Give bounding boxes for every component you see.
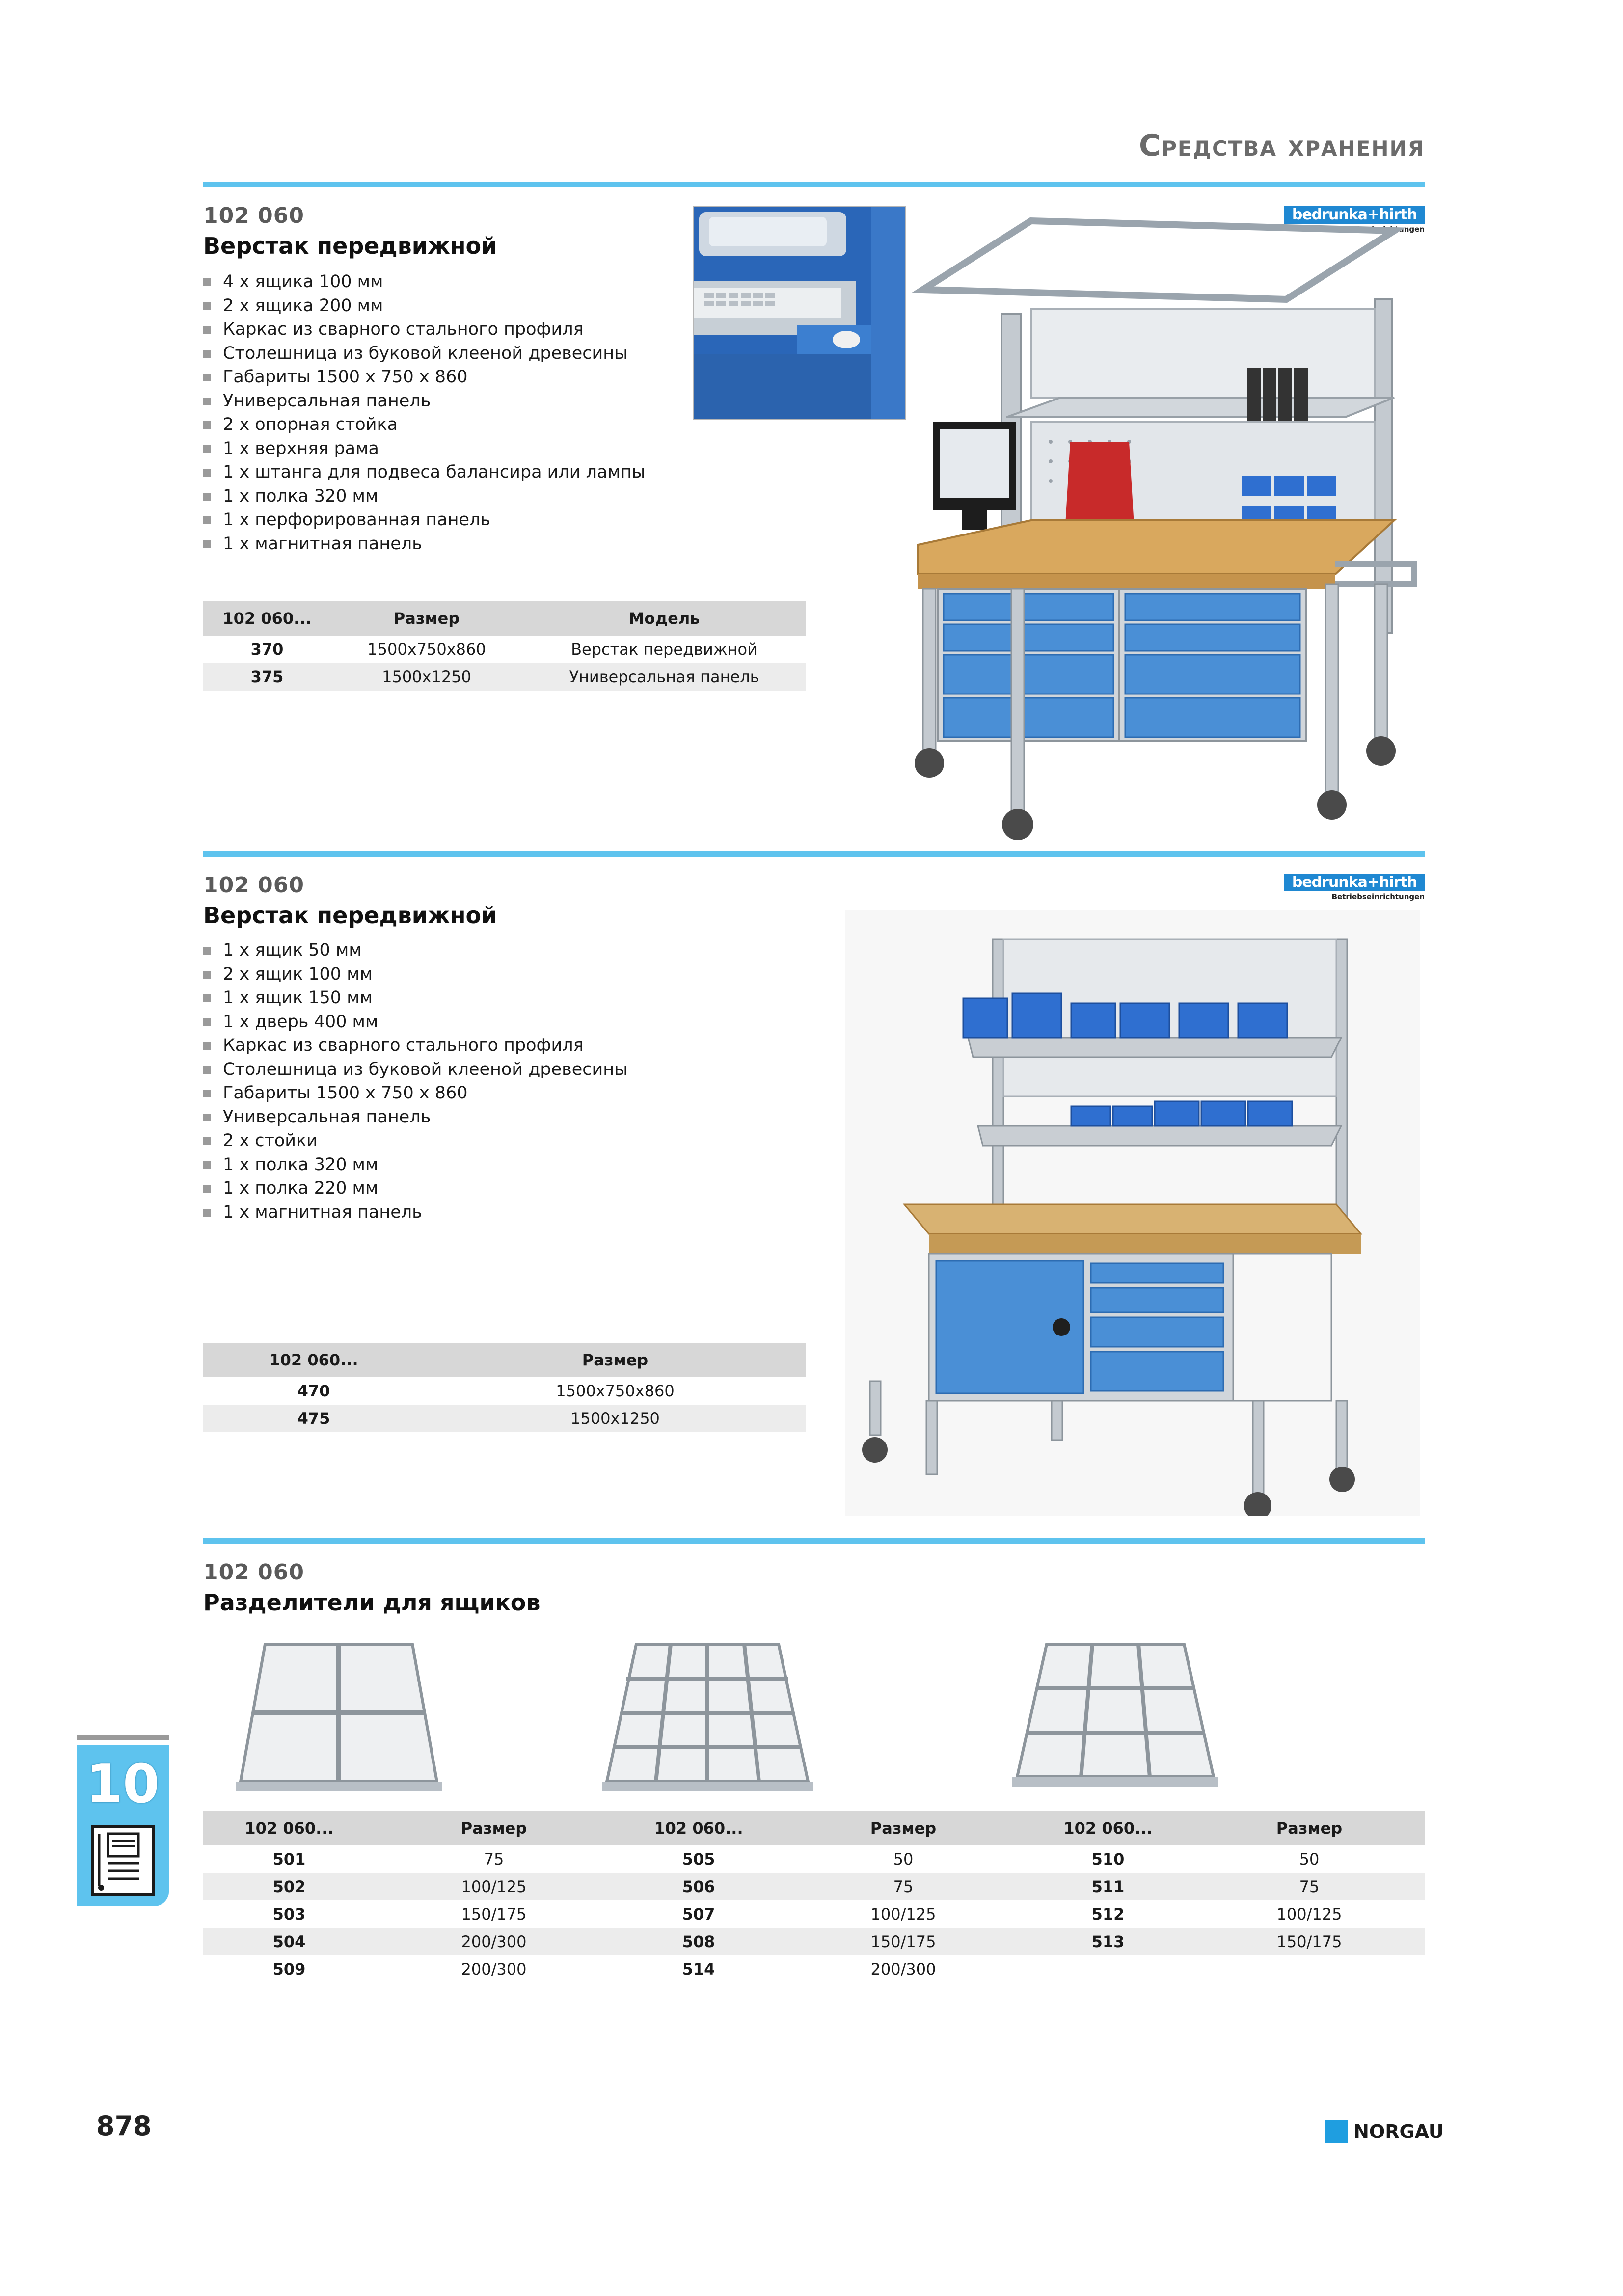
- norgau-logo: [1325, 2120, 1444, 2144]
- chapter-tab-topline: [77, 1735, 169, 1740]
- product-code: 102 060: [203, 1560, 305, 1585]
- cell-code: 510: [1091, 1850, 1125, 1869]
- norgau-logo-text: NORGAU: [1353, 2121, 1444, 2142]
- cell-size: 150/175: [1194, 1928, 1425, 1955]
- feature-text: Столешница из буковой клееной древесины: [223, 1059, 628, 1079]
- divider-2: [203, 851, 1425, 857]
- feature-item: [203, 1105, 628, 1129]
- mobile-workbench-image: [903, 211, 1425, 844]
- cell-size: 100/125: [870, 1905, 936, 1923]
- cell-code: 507: [682, 1905, 715, 1923]
- cell-size: 100/125: [375, 1873, 613, 1900]
- drawer-divider-image-9: [1012, 1639, 1218, 1787]
- product-code: 102 060: [203, 873, 305, 898]
- feature-item: [203, 318, 645, 342]
- feature-item: [203, 484, 645, 508]
- page-number: 878: [96, 2110, 152, 2141]
- feature-text: 4 x ящика 100 мм: [223, 272, 383, 292]
- cell-size: 75: [484, 1850, 504, 1869]
- bullet-icon: [203, 947, 211, 955]
- col-header-size: Размер: [1194, 1811, 1425, 1845]
- cell-size: [1194, 1955, 1425, 1983]
- col-header-code: 102 060...: [203, 1811, 375, 1845]
- drawer-divider-image-4: [236, 1639, 442, 1791]
- bullet-icon: [203, 302, 211, 310]
- cell-code: 503: [272, 1905, 306, 1923]
- bullet-icon: [203, 994, 211, 1002]
- table-row: [203, 663, 806, 691]
- feature-text: 1 x ящик 50 мм: [223, 940, 362, 960]
- bullet-icon: [203, 540, 211, 548]
- spec-table-2: [203, 1343, 806, 1432]
- col-header-code: 102 060...: [1022, 1811, 1194, 1845]
- table-row: [203, 636, 806, 663]
- cell-size: 75: [784, 1873, 1022, 1900]
- cell-code: 370: [250, 640, 284, 659]
- cell-size: 150/175: [784, 1928, 1022, 1955]
- brand-logo-name: bedrunka+hirth: [1284, 874, 1425, 891]
- cell-code: 508: [613, 1928, 784, 1955]
- feature-item: [203, 460, 645, 484]
- cell-size: 200/300: [375, 1928, 613, 1955]
- bullet-icon: [203, 1090, 211, 1097]
- product-title: Верстак передвижной: [203, 233, 497, 259]
- feature-list: [203, 270, 645, 556]
- cell-size: 50: [893, 1850, 914, 1869]
- table-row: [203, 1377, 806, 1405]
- feature-item: [203, 389, 645, 413]
- feature-text: 1 x перфорированная панель: [223, 510, 491, 530]
- cabinet-icon: [88, 1824, 157, 1897]
- bullet-icon: [203, 1209, 211, 1217]
- cell-size: 1500x750x860: [367, 640, 486, 659]
- spec-table-1: [203, 601, 806, 691]
- cell-code: 475: [203, 1405, 424, 1432]
- table-row: [203, 1955, 1425, 1983]
- feature-item: [203, 1176, 628, 1201]
- cell-code: 504: [203, 1928, 375, 1955]
- bullet-icon: [203, 445, 211, 453]
- feature-text: 1 x дверь 400 мм: [223, 1012, 379, 1032]
- feature-item: [203, 365, 645, 389]
- cell-code: 514: [682, 1960, 715, 1978]
- col-header-model: Модель: [522, 601, 806, 636]
- cell-size: 1500x1250: [331, 663, 522, 691]
- col-header-code: 102 060...: [613, 1811, 784, 1845]
- feature-text: 2 x ящика 200 мм: [223, 295, 383, 316]
- brand-logo-name: bedrunka+hirth: [1284, 206, 1425, 224]
- bullet-icon: [203, 516, 211, 524]
- chapter-number: 10: [85, 1754, 160, 1815]
- cell-code: [1022, 1955, 1194, 1983]
- table-row: [203, 1873, 1425, 1900]
- bullet-icon: [203, 1066, 211, 1074]
- bullet-icon: [203, 1042, 211, 1050]
- feature-item: [203, 986, 628, 1010]
- cell-code: 505: [682, 1850, 715, 1869]
- product-title: Верстак передвижной: [203, 902, 497, 929]
- cell-model: Верстак передвижной: [571, 640, 757, 659]
- feature-item: [203, 1129, 628, 1153]
- drawer-divider-image-12: [602, 1639, 813, 1791]
- feature-item: [203, 1058, 628, 1082]
- spec-table-3: [203, 1811, 1425, 1983]
- feature-text: 1 x полка 320 мм: [223, 1154, 379, 1175]
- cell-code: 509: [272, 1960, 306, 1978]
- table-row: [203, 1900, 1425, 1928]
- mobile-workbench-cabinet-image: [845, 910, 1420, 1516]
- cell-code: 511: [1022, 1873, 1194, 1900]
- feature-item: [203, 1153, 628, 1177]
- feature-item: [203, 1034, 628, 1058]
- bullet-icon: [203, 1137, 211, 1145]
- feature-item: [203, 1201, 628, 1225]
- brand-logo-sub: Betriebseinrichtungen: [1331, 892, 1425, 901]
- feature-item: [203, 1010, 628, 1034]
- feature-item: [203, 437, 645, 461]
- bullet-icon: [203, 1161, 211, 1169]
- bullet-icon: [203, 398, 211, 405]
- chapter-tab: [77, 1735, 169, 1906]
- feature-text: 1 x магнитная панель: [223, 1202, 422, 1222]
- col-header-code: 102 060...: [203, 1343, 424, 1377]
- feature-text: 1 x полка 320 мм: [223, 486, 379, 506]
- cell-size: 100/125: [1276, 1905, 1342, 1923]
- col-header-size: Размер: [331, 601, 522, 636]
- feature-item: [203, 270, 645, 294]
- feature-item: [203, 938, 628, 962]
- cell-size: 200/300: [870, 1960, 936, 1978]
- divider-3: [203, 1538, 1425, 1544]
- feature-item: [203, 508, 645, 532]
- cell-size: 75: [1194, 1873, 1425, 1900]
- col-header-size: Размер: [784, 1811, 1022, 1845]
- bullet-icon: [203, 374, 211, 381]
- cell-size: 1500x750x860: [556, 1382, 675, 1400]
- cell-code: 506: [613, 1873, 784, 1900]
- bullet-icon: [203, 469, 211, 477]
- cell-size: 50: [1299, 1850, 1320, 1869]
- bullet-icon: [203, 421, 211, 429]
- cell-code: 512: [1091, 1905, 1125, 1923]
- feature-text: Габариты 1500 x 750 x 860: [223, 1083, 468, 1103]
- feature-item: [203, 413, 645, 437]
- table-row: [203, 1928, 1425, 1955]
- col-header-code: 102 060...: [203, 601, 331, 636]
- feature-text: 2 x стойки: [223, 1131, 318, 1150]
- brand-logo: [1284, 874, 1425, 902]
- feature-text: 1 x магнитная панель: [223, 534, 422, 554]
- bullet-icon: [203, 326, 211, 334]
- table-row: [203, 1405, 806, 1432]
- col-header-size: Размер: [375, 1811, 613, 1845]
- feature-text: Универсальная панель: [223, 1107, 431, 1127]
- feature-text: 2 x опорная стойка: [223, 415, 398, 434]
- feature-item: [203, 294, 645, 318]
- col-header-size: Размер: [424, 1343, 806, 1377]
- feature-text: Каркас из сварного стального профиля: [223, 1036, 584, 1055]
- feature-text: Каркас из сварного стального профиля: [223, 320, 584, 339]
- divider-1: [203, 182, 1425, 187]
- feature-text: 2 x ящик 100 мм: [223, 964, 373, 984]
- bullet-icon: [203, 1018, 211, 1026]
- feature-text: 1 x верхняя рама: [223, 438, 379, 458]
- cell-size: 200/300: [461, 1960, 527, 1978]
- cell-code: 502: [203, 1873, 375, 1900]
- feature-text: Столешница из буковой клееной древесины: [223, 343, 628, 363]
- drawer-detail-image: [693, 206, 906, 420]
- feature-text: Габариты 1500 x 750 x 860: [223, 367, 468, 387]
- feature-item: [203, 962, 628, 987]
- bullet-icon: [203, 1185, 211, 1193]
- bullet-icon: [203, 350, 211, 358]
- norgau-logo-square: [1325, 2120, 1348, 2143]
- cell-model: Универсальная панель: [522, 663, 806, 691]
- feature-text: 1 x полка 220 мм: [223, 1178, 379, 1198]
- cell-code: 470: [297, 1382, 330, 1400]
- feature-item: [203, 342, 645, 366]
- bullet-icon: [203, 1114, 211, 1121]
- section-header-title: Средства хранения: [1139, 129, 1425, 163]
- feature-text: Универсальная панель: [223, 391, 431, 411]
- bullet-icon: [203, 493, 211, 501]
- feature-item: [203, 532, 645, 556]
- cell-code: 513: [1022, 1928, 1194, 1955]
- bullet-icon: [203, 278, 211, 286]
- cell-code: 501: [272, 1850, 306, 1869]
- table-row: [203, 1845, 1425, 1873]
- feature-list: [203, 938, 628, 1224]
- product-code: 102 060: [203, 203, 305, 228]
- cell-size: 1500x1250: [424, 1405, 806, 1432]
- feature-item: [203, 1081, 628, 1105]
- product-title: Разделители для ящиков: [203, 1589, 541, 1616]
- feature-text: 1 x штанга для подвеса балансира или лампы: [223, 462, 646, 482]
- feature-text: 1 x ящик 150 мм: [223, 988, 373, 1008]
- cell-code: 375: [203, 663, 331, 691]
- bullet-icon: [203, 971, 211, 979]
- brand-logo-sub: Betriebseinrichtungen: [1331, 225, 1425, 234]
- cell-size: 150/175: [461, 1905, 527, 1923]
